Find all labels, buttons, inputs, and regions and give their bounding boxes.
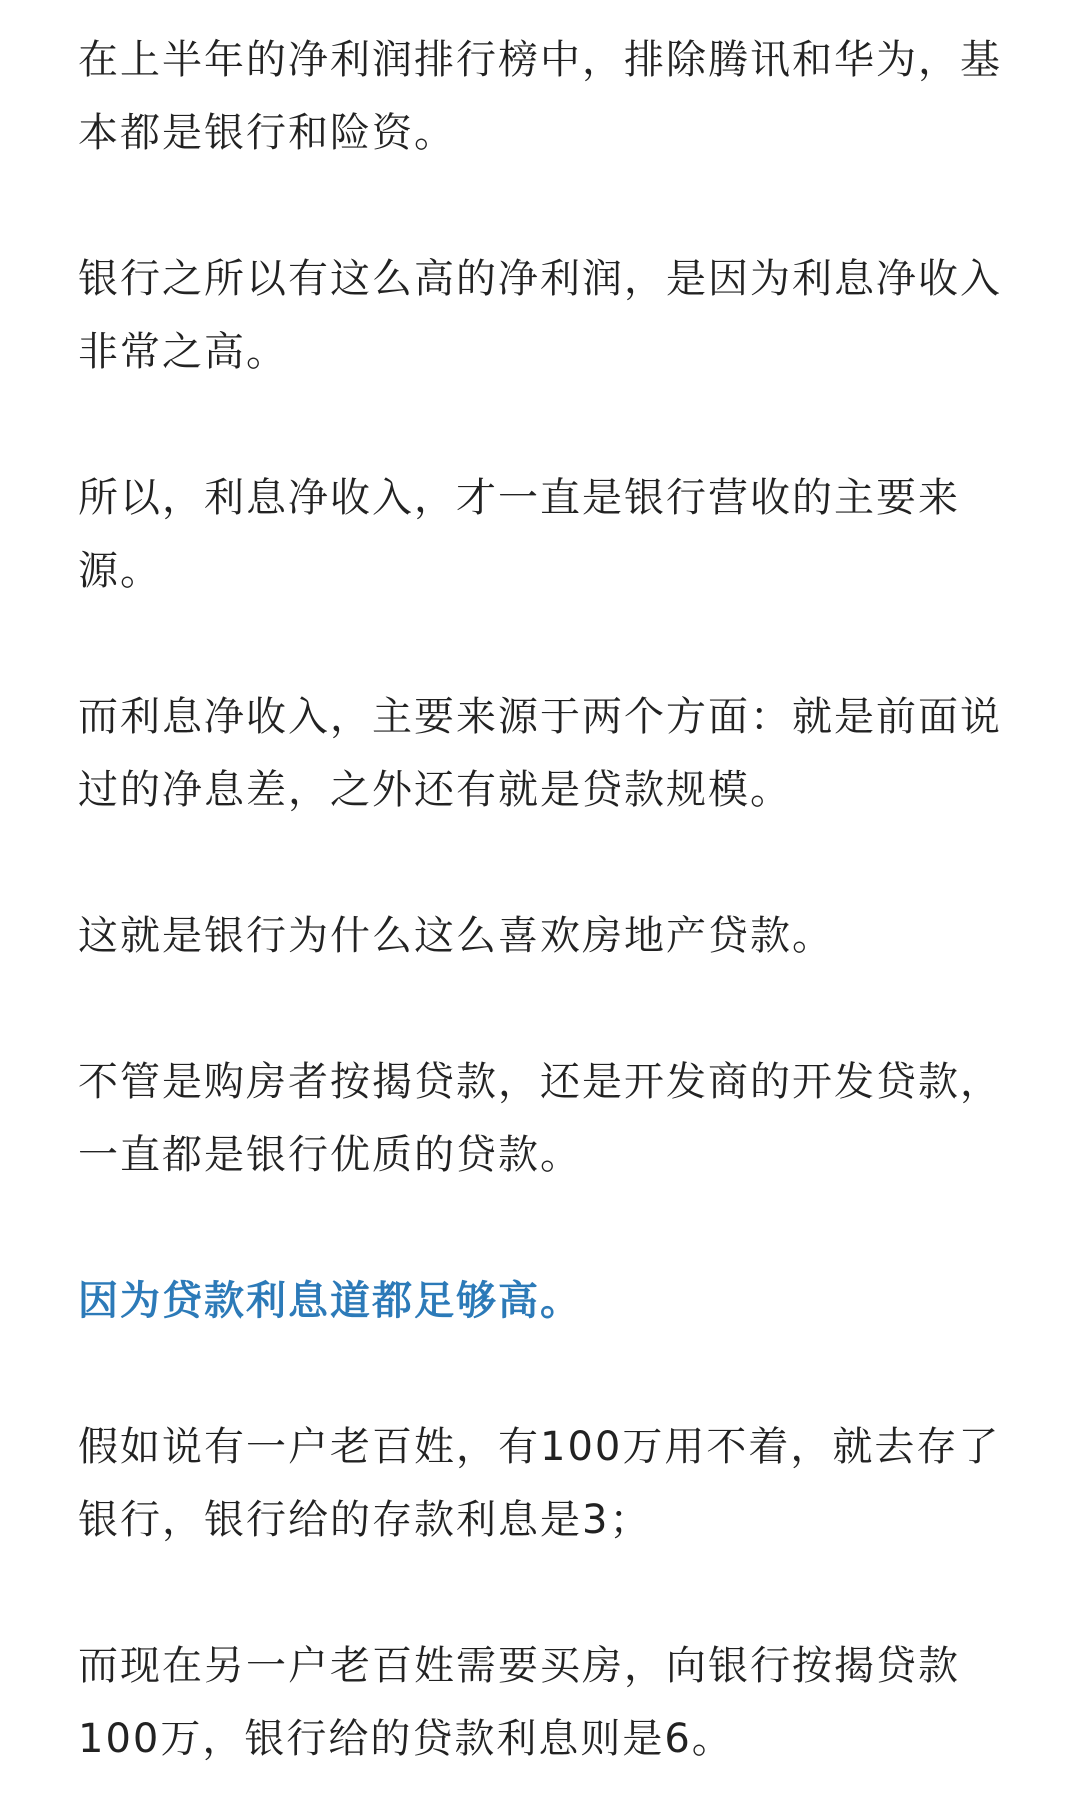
paragraph-5: 这就是银行为什么这么喜欢房地产贷款。 xyxy=(78,913,834,959)
paragraph-9: 而现在另一户老百姓需要买房，向银行按揭贷款100万，银行给的贷款利息则是6。 xyxy=(78,1643,960,1762)
paragraph-6: 不管是购房者按揭贷款，还是开发商的开发贷款，一直都是银行优质的贷款。 xyxy=(78,1059,1002,1178)
paragraph-8: 假如说有一户老百姓，有100万用不着，就去存了银行，银行给的存款利息是3； xyxy=(78,1424,1001,1543)
article-body xyxy=(78,24,1018,1776)
paragraph-3: 所以，利息净收入，才一直是银行营收的主要来源。 xyxy=(78,475,960,594)
paragraph-1: 在上半年的净利润排行榜中，排除腾讯和华为，基本都是银行和险资。 xyxy=(78,37,1002,156)
paragraph-2: 银行之所以有这么高的净利润，是因为利息净收入非常之高。 xyxy=(78,256,1002,375)
highlighted-paragraph: 因为贷款利息道都足够高。 xyxy=(78,1278,582,1324)
paragraph-4: 而利息净收入，主要来源于两个方面：就是前面说过的净息差，之外还有就是贷款规模。 xyxy=(78,694,1002,813)
